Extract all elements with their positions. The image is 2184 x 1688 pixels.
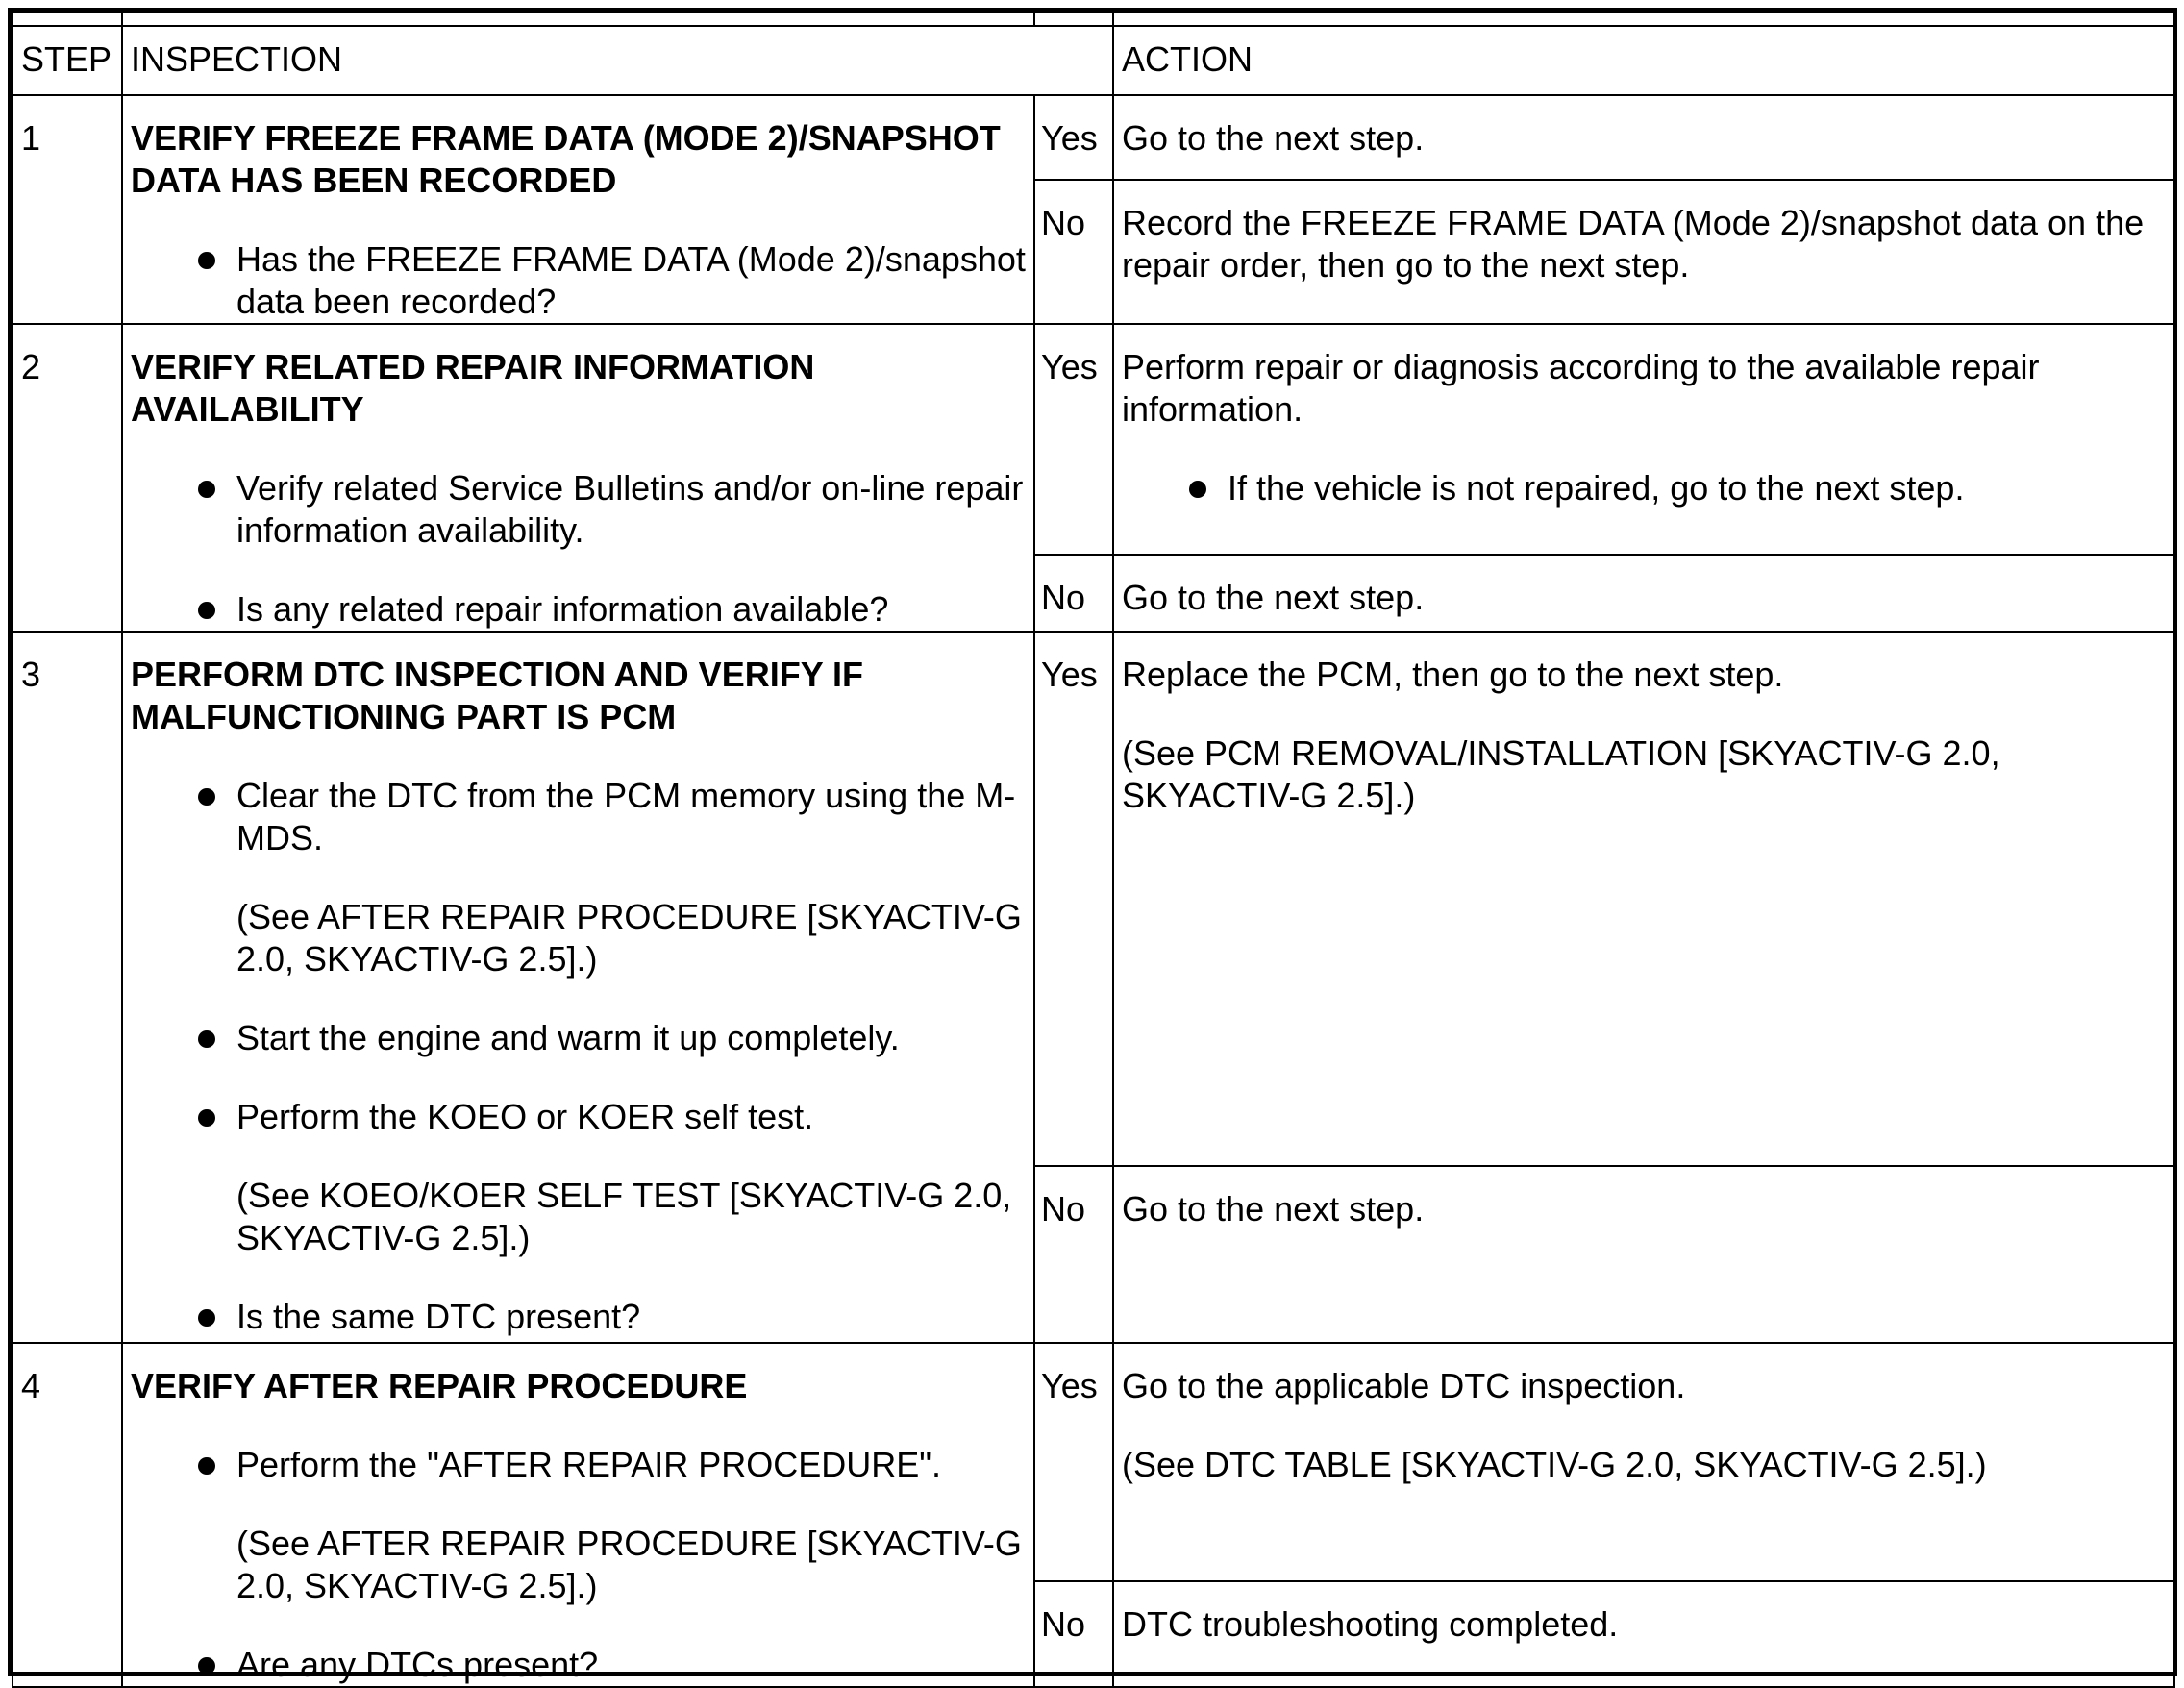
inspection-reference: (See AFTER REPAIR PROCEDURE [SKYACTIV-G 2.0, SKYACTIV-G 2.5].) [236,1524,1022,1605]
step-title: PERFORM DTC INSPECTION AND VERIFY IF MALFUNCTIONING PART IS PCM [131,655,864,736]
yes-label: Yes [1041,655,1098,694]
no-label: No [1041,578,1086,617]
inspection-item: Is the same DTC present? [131,1296,1033,1338]
no-action [1122,1603,2173,1646]
header-inspection: INSPECTION [122,26,1113,95]
inspection-item: Start the engine and warm it up completely. [131,1017,1033,1059]
no-action-cell [1113,555,2174,632]
inspection-list [131,238,1033,323]
no-label: No [1041,1189,1086,1229]
yes-action [1122,117,2173,160]
step-number-cell [12,324,122,632]
yes-action [1122,1365,2173,1486]
yes-label-cell [1034,95,1113,180]
action-text: Go to the next step. [1122,1189,1425,1229]
no-action-cell [1113,180,2174,324]
no-label-cell [1034,180,1113,324]
action-reference: (See PCM REMOVAL/INSTALLATION [SKYACTIV-G 2.0, SKYACTIV-G 2.5].) [1122,733,2000,815]
step-2-yes-row [12,324,2174,555]
yes-action [1122,346,2173,509]
action-text: Go to the applicable DTC inspection. [1122,1366,1686,1405]
ruler-cell [1113,12,2174,26]
no-action-cell [1113,1581,2174,1687]
step-title: VERIFY FREEZE FRAME DATA (MODE 2)/SNAPSHOT DATA HAS BEEN RECORDED [131,118,1001,200]
yes-label-cell [1034,1343,1113,1581]
step-number-cell [12,95,122,324]
yes-label-cell [1034,632,1113,1166]
yes-action-cell [1113,95,2174,180]
step-title: VERIFY RELATED REPAIR INFORMATION AVAILABILITY [131,347,815,429]
no-label: No [1041,1604,1086,1644]
yes-action-cell [1113,632,2174,1166]
action-bullet-list [1122,467,2173,509]
ruler-cell [1034,12,1113,26]
inspection-item: Perform the KOEO or KOER self test. [131,1096,1033,1138]
action-text: Go to the next step. [1122,118,1425,158]
step-number: 3 [21,655,41,694]
step-4-yes-row [12,1343,2174,1581]
step-number: 4 [21,1366,41,1405]
step-number: 1 [21,118,41,158]
inspection-item: Is any related repair information available? [131,588,1033,631]
yes-action [1122,654,2173,817]
action-text: DTC troubleshooting completed. [1122,1604,1619,1644]
inspection-cell [122,324,1034,632]
no-label-cell [1034,1581,1113,1687]
step-number-cell [12,632,122,1343]
yes-label-cell [1034,324,1113,555]
table-header-row [12,26,2174,95]
yes-label: Yes [1041,1366,1098,1405]
action-text: Record the FREEZE FRAME DATA (Mode 2)/snapshot data on the repair order, then go to the next step. [1122,203,2145,285]
inspection-list [131,1444,1033,1686]
no-label: No [1041,203,1086,242]
no-action [1122,577,2173,619]
diagnostic-table-frame [8,8,2177,1684]
yes-action-cell [1113,324,2174,555]
yes-label: Yes [1041,347,1098,386]
action-text: Perform repair or diagnosis according to the available repair information. [1122,347,2040,429]
inspection-item: Has the FREEZE FRAME DATA (Mode 2)/snapshot data been recorded? [131,238,1033,323]
step-title: VERIFY AFTER REPAIR PROCEDURE [131,1366,748,1405]
inspection-list [131,775,1033,1338]
step-number: 2 [21,347,41,386]
ruler-cell [12,12,122,26]
no-label-cell [1034,1166,1113,1343]
yes-label: Yes [1041,118,1098,158]
header-step: STEP [12,26,122,95]
inspection-item: Verify related Service Bulletins and/or on-line repair information availability. [131,467,1033,552]
no-action-cell [1113,1166,2174,1343]
inspection-cell [122,632,1034,1343]
action-text: Replace the PCM, then go to the next step. [1122,655,1784,694]
inspection-cell [122,1343,1034,1687]
action-text: Go to the next step. [1122,578,1425,617]
no-action [1122,1188,2173,1230]
inspection-item: Are any DTCs present? [131,1644,1033,1686]
step-number-cell [12,1343,122,1687]
inspection-cell [122,95,1034,324]
header-action: ACTION [1113,26,2174,95]
inspection-item: Clear the DTC from the PCM memory using the M-MDS. [131,775,1033,859]
diagnostic-procedure-table [12,12,2175,1688]
inspection-list [131,467,1033,631]
table-top-ruler-row [12,12,2174,26]
inspection-reference: (See AFTER REPAIR PROCEDURE [SKYACTIV-G 2.0, SKYACTIV-G 2.5].) [236,897,1022,979]
step-3-yes-row [12,632,2174,1166]
action-bullet: If the vehicle is not repaired, go to the next step. [1122,467,2173,509]
inspection-item: Perform the "AFTER REPAIR PROCEDURE". [131,1444,1033,1486]
inspection-reference: (See KOEO/KOER SELF TEST [SKYACTIV-G 2.0, SKYACTIV-G 2.5].) [236,1176,1012,1257]
yes-action-cell [1113,1343,2174,1581]
no-action [1122,202,2173,286]
ruler-cell [122,12,1034,26]
action-reference: (See DTC TABLE [SKYACTIV-G 2.0, SKYACTIV-G 2.5].) [1122,1445,1987,1484]
step-1-yes-row [12,95,2174,180]
no-label-cell [1034,555,1113,632]
